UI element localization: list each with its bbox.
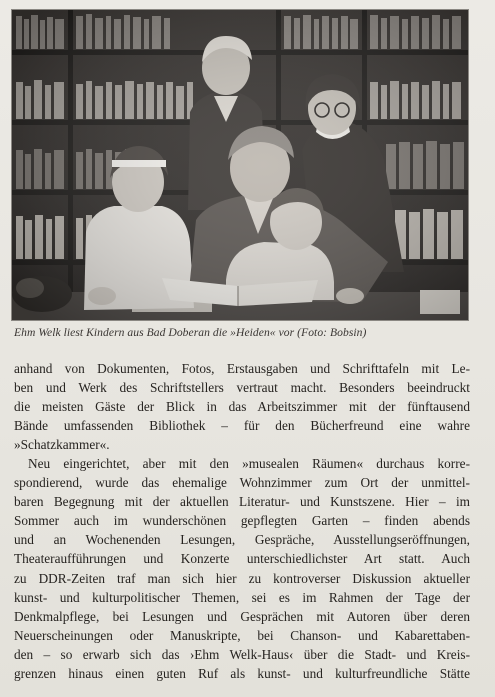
text-line: baren Begegnung mit der aktuellen Literatur- und Kunstszene. Hier – im bbox=[14, 494, 470, 510]
text-line: anhand von Dokumenten, Fotos, Erstausgaben und Schrifttafeln mit Le- bbox=[14, 361, 470, 376]
text-line: den – so erwarb sich das ›Ehm Welk-Haus‹ über die Stadt- und Kreis- bbox=[14, 646, 470, 662]
photo-caption: Ehm Welk liest Kindern aus Bad Doberan die »Heiden« vor (Foto: Bobsin) bbox=[14, 326, 367, 339]
text-line: Neuerscheinungen oder Manuskripte, bei Chanson- und Kabarettaben- bbox=[14, 627, 470, 643]
text-line: zu DDR-Zeiten traf man sich hier zu kontroverser Diskussion aktueller bbox=[14, 570, 470, 586]
text-line: Neu eingerichtet, aber mit den »musealen Räumen« durchaus korre- bbox=[28, 456, 470, 472]
text-line: grenzen hinaus einen guten Ruf als kunst- und kulturfreundliche Stätte bbox=[14, 665, 470, 681]
photo-reading-scene bbox=[12, 10, 468, 320]
photograph bbox=[12, 10, 468, 320]
paragraph-2 bbox=[14, 454, 470, 683]
text-line: ben und Werk des Schriftstellers vertraut macht. Besonders beeindruckt bbox=[14, 380, 470, 396]
body-text bbox=[14, 359, 470, 683]
text-line: »Schatzkammer«. bbox=[14, 437, 110, 453]
text-line: und an Wochenenden Lesungen, Gespräche, Ausstellungseröffnungen, bbox=[14, 532, 470, 548]
text-line: kunst- und kulturpolitischer Themen, sei es im Rahmen der Tage der bbox=[14, 589, 470, 605]
text-line: Denkmalpflege, bei Lesungen und Gesprächen mit Autoren über deren bbox=[14, 608, 470, 624]
text-line: spondierend, wurde das ehemalige Wohnzimmer zum Ort der unmittel- bbox=[14, 475, 470, 491]
text-line: Bände umfassenden Bibliothek – für den Bücherfreund eine wahre bbox=[14, 418, 470, 434]
paragraph-1 bbox=[14, 359, 470, 454]
text-line: die meisten Gäste der Blick in das Arbeitszimmer mit der fünftausend bbox=[14, 399, 470, 415]
text-line: Theateraufführungen und Konzerte unterschiedlichster Art statt. Auch bbox=[14, 551, 470, 567]
text-line: Sommer auch im wunderschönen gepflegten Garten – finden abends bbox=[14, 513, 470, 529]
